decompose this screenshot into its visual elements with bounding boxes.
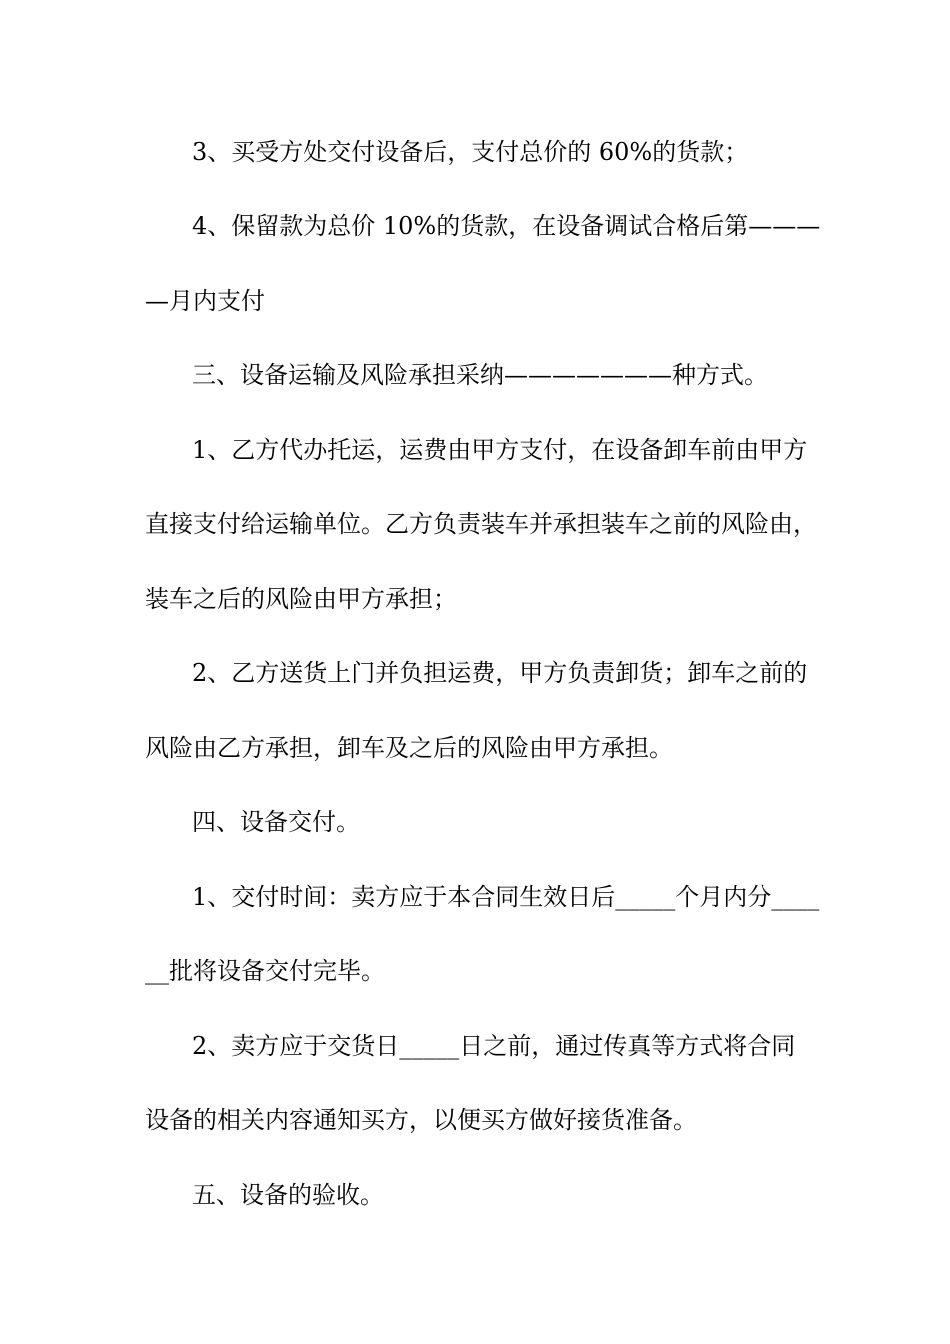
paragraph-line: 2、卖方应于交货日_____日之前，通过传真等方式将合同 <box>192 1032 796 1060</box>
paragraph-line: 2、乙方送货上门并负担运费，甲方负责卸货；卸车之前的 <box>192 659 808 687</box>
section-heading: 三、设备运输及风险承担采纳———————种方式。 <box>192 361 768 389</box>
section-heading: 五、设备的验收。 <box>192 1181 384 1209</box>
paragraph-line: 1、交付时间：卖方应于本合同生效日后_____个月内分____ <box>192 883 820 911</box>
paragraph-line: 装车之后的风险由甲方承担； <box>145 585 457 613</box>
section-heading: 四、设备交付。 <box>192 808 360 836</box>
paragraph-line: 3、买受方处交付设备后，支付总价的 60%的货款； <box>192 138 749 166</box>
paragraph-line: 4、保留款为总价 10%的货款，在设备调试合格后第——— <box>192 212 821 240</box>
paragraph-line: 设备的相关内容通知买方，以便买方做好接货准备。 <box>145 1106 697 1134</box>
paragraph-line: 风险由乙方承担，卸车及之后的风险由甲方承担。 <box>145 734 673 762</box>
paragraph-line: 直接支付给运输单位。乙方负责装车并承担装车之前的风险由， <box>145 510 817 538</box>
paragraph-line: 1、乙方代办托运，运费由甲方支付，在设备卸车前由甲方 <box>192 436 808 464</box>
paragraph-line: —月内支付 <box>145 287 265 315</box>
paragraph-line: __批将设备交付完毕。 <box>145 957 385 985</box>
